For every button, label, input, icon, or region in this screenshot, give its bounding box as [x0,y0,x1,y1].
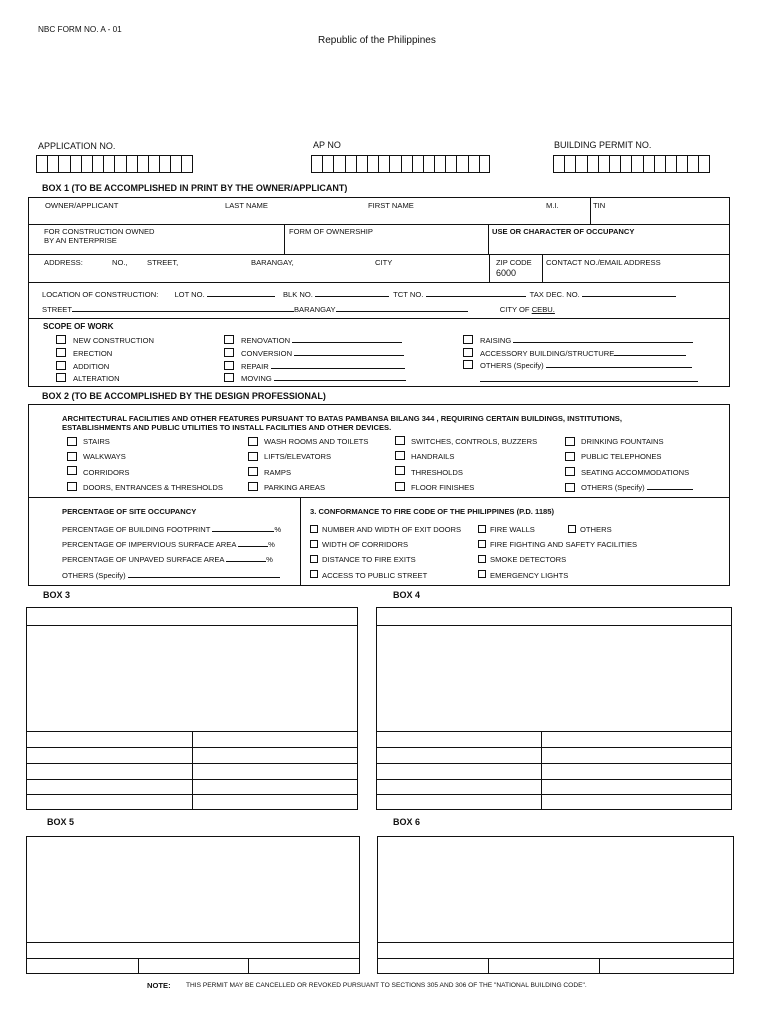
unpaved-pct: % [266,555,273,564]
conversion-checkbox[interactable] [224,348,234,357]
drinking-checkbox[interactable] [565,437,575,446]
address-street-label: STREET, [147,258,179,267]
barangay-label: BARANGAY [293,305,336,314]
footprint-input[interactable] [212,530,274,532]
access-street-label: ACCESS TO PUBLIC STREET [322,571,428,580]
arch-line-2: ESTABLISHMENTS AND PUBLIC UTILITIES TO INSTALL FACILITIES AND OTHER DEVICES. [62,423,392,432]
street-input[interactable] [72,310,294,312]
first-name-label: FIRST NAME [368,201,414,210]
zip-code-value[interactable]: 6000 [496,268,517,278]
blk-no-label: BLK NO. [282,290,313,299]
thresholds-checkbox[interactable] [395,466,405,475]
location-line-1 [42,290,676,299]
form-ownership-input[interactable] [289,237,485,252]
arch-line-1: ARCHITECTURAL FACILITIES AND OTHER FEATURES PURSUANT TO BATAS PAMBANSA BILANG 344 , REQUIRING CERTAIN BUILDINGS, INSTITUTIONS, [62,414,622,423]
repair-input[interactable] [271,367,405,369]
raising-input[interactable] [513,341,693,343]
location-line-2 [42,305,555,314]
renovation-label: RENOVATION [241,336,291,345]
building-permit-no-field[interactable] [553,155,710,173]
box1-title: BOX 1 (TO BE ACCOMPLISHED IN PRINT BY THE OWNER/APPLICANT) [42,183,348,193]
fire-walls-label: FIRE WALLS [490,525,535,534]
stairs-label: STAIRS [83,437,110,446]
emergency-lights-label: EMERGENCY LIGHTS [490,571,569,580]
new-construction-label: NEW CONSTRUCTION [73,336,154,345]
fire-fighting-checkbox[interactable] [478,540,486,548]
corridors-checkbox[interactable] [67,466,77,475]
street-label: STREET [42,305,72,314]
handrails-label: HANDRAILS [411,452,455,461]
contact-input[interactable] [546,267,728,281]
fire-others-checkbox[interactable] [568,525,576,533]
box6-label: BOX 6 [393,817,421,827]
alteration-label: ALTERATION [73,374,120,383]
emergency-lights-checkbox[interactable] [478,570,486,578]
form-number: NBC FORM NO. A - 01 [38,25,122,34]
box4-label: BOX 4 [393,590,421,600]
seating-checkbox[interactable] [565,467,575,476]
seating-label: SEATING ACCOMMODATIONS [581,468,690,477]
blk-no-input[interactable] [315,295,389,297]
impervious-pct: % [268,540,275,549]
box6-frame[interactable] [377,836,734,974]
use-occupancy-input[interactable] [492,237,728,252]
tax-dec-label: TAX DEC. NO. [529,290,580,299]
owner-label: OWNER/APPLICANT [45,201,119,210]
others-scope-label: OTHERS (Specify) [480,361,544,370]
stairs-checkbox[interactable] [67,437,77,446]
unpaved-input[interactable] [226,560,266,562]
barangay-input[interactable] [336,310,468,312]
accessory-checkbox[interactable] [463,348,473,357]
new-construction-checkbox[interactable] [56,335,66,344]
republic-title: Republic of the Philippines [318,35,436,46]
floor-finishes-checkbox[interactable] [395,482,405,491]
fire-others-label: OTHERS [580,525,612,534]
enterprise-label-2: BY AN ENTERPRISE [44,236,117,245]
corridors-label: CORRIDORS [83,468,130,477]
repair-label: REPAIR [241,362,269,371]
impervious-input[interactable] [238,545,268,547]
raising-checkbox[interactable] [463,335,473,344]
zip-code-label: ZIP CODE [496,258,532,267]
owner-name-input[interactable] [40,209,588,223]
lot-no-label: LOT NO. [174,290,205,299]
handrails-checkbox[interactable] [395,451,405,460]
conversion-input[interactable] [294,354,404,356]
building-permit-no-label: BUILDING PERMIT NO. [554,140,652,150]
renovation-input[interactable] [292,341,402,343]
enterprise-label-1: FOR CONSTRUCTION OWNED [44,227,155,236]
tct-no-label: TCT NO. [393,290,424,299]
doors-label: DOORS, ENTRANCES & THRESHOLDS [83,483,223,492]
renovation-checkbox[interactable] [224,335,234,344]
lifts-checkbox[interactable] [248,452,258,461]
addition-checkbox[interactable] [56,361,66,370]
application-no-field[interactable] [36,155,193,173]
last-name-label: LAST NAME [225,201,268,210]
ap-no-field[interactable] [311,155,490,173]
lot-no-input[interactable] [207,295,275,297]
address-city-label: CITY [375,258,393,267]
box2-title: BOX 2 (TO BE ACCOMPLISHED BY THE DESIGN PROFESSIONAL) [42,391,326,401]
fire-code-title: 3. CONFORMANCE TO FIRE CODE OF THE PHILIPPINES (P.D. 1185) [310,507,555,516]
lifts-label: LIFTS/ELEVATORS [264,452,332,461]
city-value: CEBU. [531,305,555,314]
note-label: NOTE: [147,981,171,990]
smoke-detectors-checkbox[interactable] [478,555,486,563]
others-facilities-input[interactable] [647,488,693,490]
others-facilities-checkbox[interactable] [565,483,575,492]
doors-checkbox[interactable] [67,482,77,491]
distance-exits-label: DISTANCE TO FIRE EXITS [322,555,416,564]
ramps-checkbox[interactable] [248,467,258,476]
tax-dec-input[interactable] [582,295,676,297]
parking-label: PARKING AREAS [264,483,326,492]
address-input[interactable] [44,267,486,281]
wash-rooms-checkbox[interactable] [248,437,258,446]
footprint-label: PERCENTAGE OF BUILDING FOOTPRINT [62,525,211,534]
exit-doors-label: NUMBER AND WIDTH OF EXIT DOORS [322,525,462,534]
site-occupancy-title: PERCENTAGE OF SITE OCCUPANCY [62,507,197,516]
walkways-checkbox[interactable] [67,452,77,461]
impervious-label: PERCENTAGE OF IMPERVIOUS SURFACE AREA [62,540,236,549]
addition-label: ADDITION [73,362,110,371]
address-barangay-label: BARANGAY, [251,258,294,267]
others-facilities-label: OTHERS (Specify) [581,483,645,492]
moving-input[interactable] [274,379,406,381]
moving-checkbox[interactable] [224,373,234,382]
address-label: ADDRESS: [44,258,83,267]
switches-label: SWITCHES, CONTROLS, BUZZERS [411,437,538,446]
form-ownership-label: FORM OF OWNERSHIP [289,227,373,236]
parking-checkbox[interactable] [248,482,258,491]
others-scope-input[interactable] [546,366,692,368]
alteration-checkbox[interactable] [56,373,66,382]
width-corridors-checkbox[interactable] [310,540,318,548]
ramps-label: RAMPS [264,468,292,477]
note-text: THIS PERMIT MAY BE CANCELLED OR REVOKED PURSUANT TO SECTIONS 305 AND 306 OF THE "NATIONAL BUILDING CODE". [186,982,587,989]
repair-checkbox[interactable] [224,361,234,370]
others-scope-line-2[interactable] [480,381,698,382]
exit-doors-checkbox[interactable] [310,525,318,533]
tct-no-input[interactable] [426,295,526,297]
scope-title: SCOPE OF WORK [43,322,114,331]
moving-label: MOVING [241,374,272,383]
accessory-input[interactable] [614,354,686,356]
address-no-label: NO., [112,258,128,267]
conversion-label: CONVERSION [241,349,293,358]
others-scope-checkbox[interactable] [463,360,473,369]
distance-exits-checkbox[interactable] [310,555,318,563]
box5-frame[interactable] [26,836,360,974]
footprint-pct: % [274,525,282,534]
telephones-label: PUBLIC TELEPHONES [581,452,662,461]
smoke-detectors-label: SMOKE DETECTORS [490,555,567,564]
mi-label: M.I. [546,201,559,210]
access-street-checkbox[interactable] [310,570,318,578]
location-label: LOCATION OF CONSTRUCTION: [42,290,159,299]
width-corridors-label: WIDTH OF CORRIDORS [322,540,409,549]
erection-checkbox[interactable] [56,348,66,357]
application-no-label: APPLICATION NO. [38,141,116,151]
site-others-label: OTHERS (Specify) [62,571,126,580]
switches-checkbox[interactable] [395,436,405,445]
contact-label: CONTACT NO./EMAIL ADDRESS [546,258,661,267]
drinking-label: DRINKING FOUNTAINS [581,437,664,446]
site-others-input[interactable] [128,576,280,578]
box3-label: BOX 3 [43,590,71,600]
erection-label: ERECTION [73,349,113,358]
tin-input[interactable] [593,209,727,223]
wash-rooms-label: WASH ROOMS AND TOILETS [264,437,369,446]
use-occupancy-label: USE OR CHARACTER OF OCCUPANCY [492,227,635,236]
accessory-label: ACCESSORY BUILDING/STRUCTURE [480,349,615,358]
floor-finishes-label: FLOOR FINISHES [411,483,475,492]
box5-label: BOX 5 [47,817,75,827]
thresholds-label: THRESHOLDS [411,468,463,477]
fire-walls-checkbox[interactable] [478,525,486,533]
ap-no-label: AP NO [313,140,341,150]
walkways-label: WALKWAYS [83,452,126,461]
city-of-label: CITY OF [499,305,530,314]
telephones-checkbox[interactable] [565,452,575,461]
fire-fighting-label: FIRE FIGHTING AND SAFETY FACILITIES [490,540,638,549]
unpaved-label: PERCENTAGE OF UNPAVED SURFACE AREA [62,555,225,564]
raising-label: RAISING [480,336,512,345]
tin-label: TIN [593,201,606,210]
